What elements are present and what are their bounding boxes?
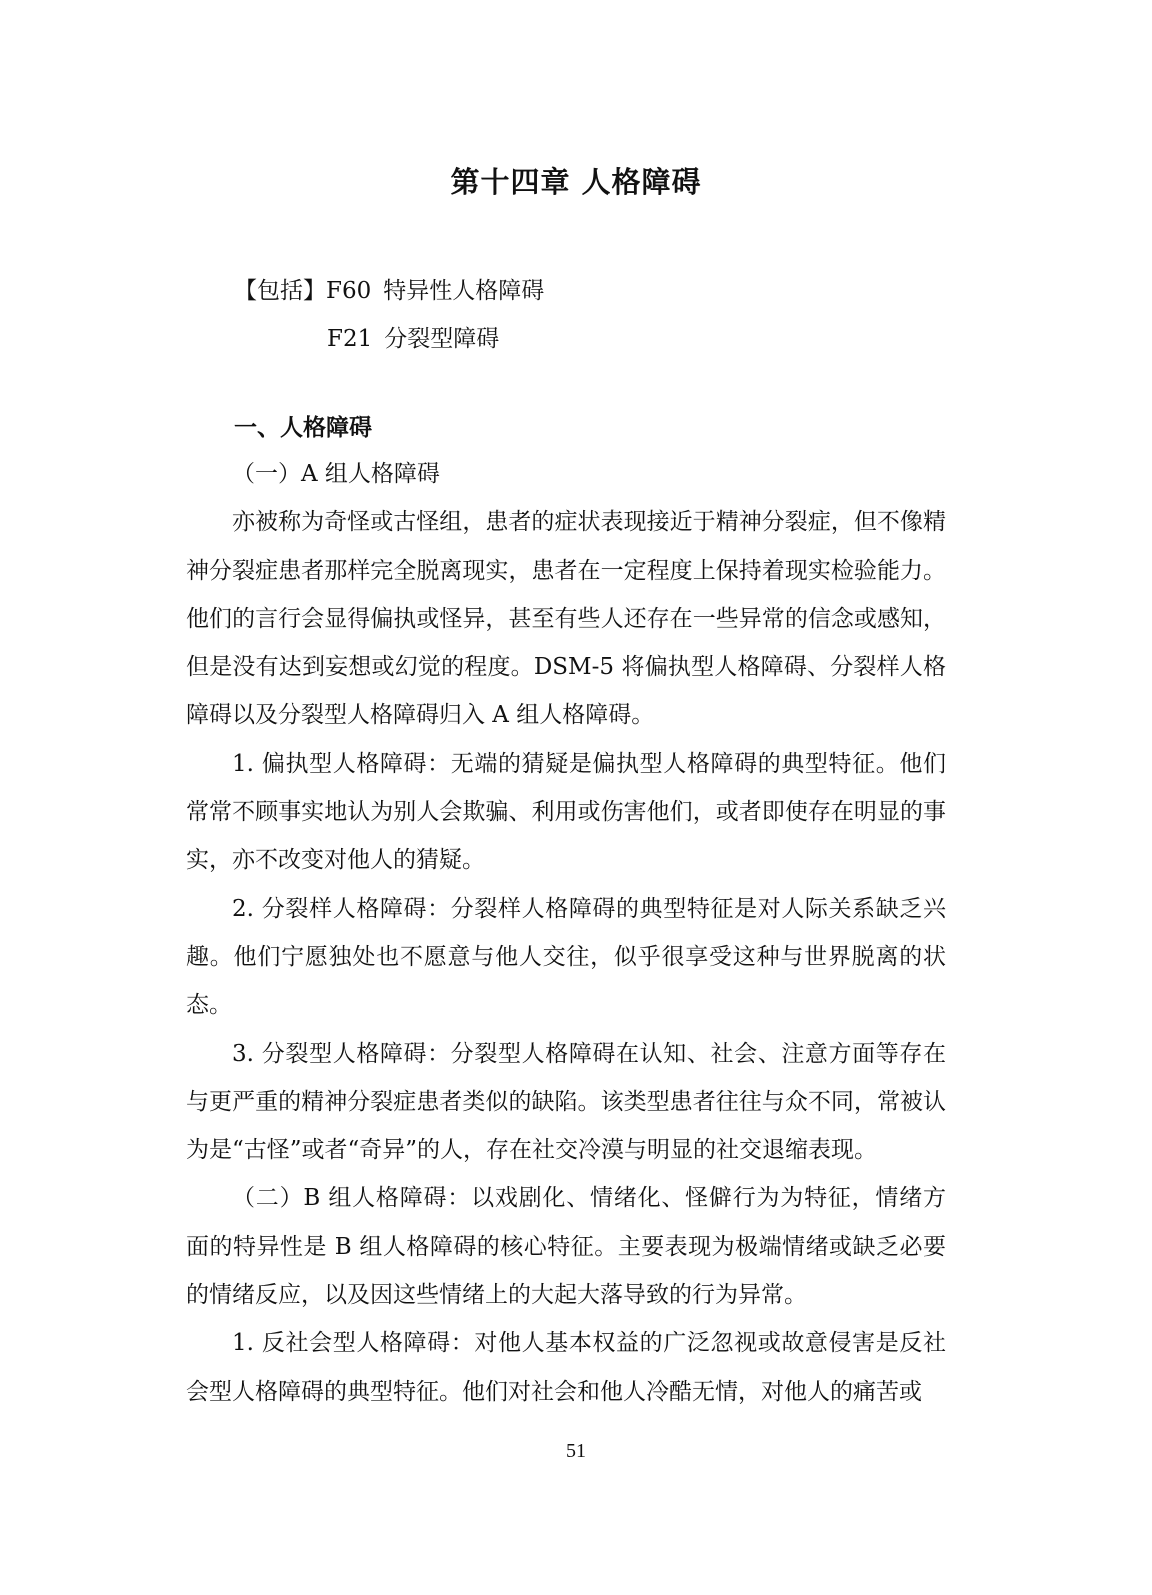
section-heading: 一、人格障碍 [234,415,372,441]
includes-block [234,267,544,363]
paragraph: 3. 分裂型人格障碍：分裂型人格障碍在认知、社会、注意方面等存在与更严重的精神分裂症患者类似的缺陷。该类型患者往往与众不同，常被认为是“古怪”或者“奇异”的人，存在社交冷漠与明显的社交退缩表现。 [186,1040,946,1164]
page-number: 51 [566,1440,586,1462]
include-code: F60 [326,278,372,304]
paragraph: 1. 反社会型人格障碍：对他人基本权益的广泛忽视或故意侵害是反社会型人格障碍的典型特征。他们对社会和他人冷酷无情，对他人的痛苦或 [186,1330,946,1405]
includes-row-2 [234,315,544,363]
paragraph: 2. 分裂样人格障碍：分裂样人格障碍的典型特征是对人际关系缺乏兴趣。他们宁愿独处也不愿意与他人交往，似乎很享受这种与世界脱离的状态。 [186,895,946,1019]
includes-label: 【包括】 [234,278,326,304]
paragraph-group-b: （二）B 组人格障碍：以戏剧化、情绪化、怪僻行为为特征，情绪方面的特异性是 B 组人格障碍的核心特征。主要表现为极端情绪或缺乏必要的情绪反应，以及因这些情绪上的大起大落导致的行为异常。 [186,1185,946,1309]
chapter-title: 第十四章 人格障碍 [450,165,702,199]
paragraph: 1. 偏执型人格障碍：无端的猜疑是偏执型人格障碍的典型特征。他们常常不顾事实地认为别人会欺骗、利用或伤害他们，或者即使存在明显的事实，亦不改变对他人的猜疑。 [186,750,946,874]
include-code: F21 [327,326,373,352]
subsection-heading-group-a: （一）A 组人格障碍 [232,461,440,487]
paragraph: 亦被称为奇怪或古怪组，患者的症状表现接近于精神分裂症，但不像精神分裂症患者那样完全脱离现实，患者在一定程度上保持着现实检验能力。他们的言行会显得偏执或怪异，甚至有些人还存在一些异常的信念或感知，但是没有达到妄想或幻觉的程度。DSM-5 将偏执型人格障碍、分裂样人格障碍以及分裂型人格障碍归入 A 组人格障碍。 [186,509,946,729]
include-name: 特异性人格障碍 [383,278,545,304]
include-name: 分裂型障碍 [384,326,500,352]
includes-row-1 [234,267,544,315]
body-text [186,450,946,1416]
